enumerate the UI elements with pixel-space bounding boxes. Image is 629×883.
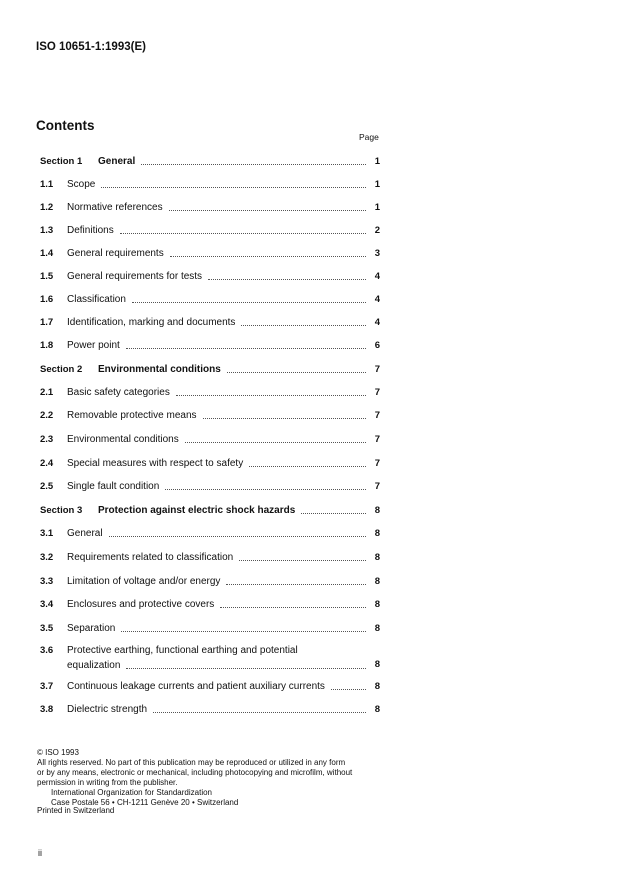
toc-entry[interactable] bbox=[40, 385, 380, 399]
toc-entry-title: Power point bbox=[67, 339, 120, 351]
toc-entry-number: 1.6 bbox=[40, 293, 54, 305]
toc-section-entry[interactable] bbox=[40, 503, 380, 517]
toc-entry-page: 8 bbox=[374, 703, 380, 715]
toc-entry-page: 1 bbox=[374, 201, 380, 213]
toc-entry-title: equalization bbox=[67, 659, 121, 671]
toc-entry[interactable] bbox=[40, 177, 380, 191]
contents-heading: Contents bbox=[36, 118, 95, 133]
toc-entry-page: 7 bbox=[374, 409, 380, 421]
copyright-line: All rights reserved. No part of this publication may be reproduced or utilized in any form bbox=[37, 758, 346, 767]
dot-leader bbox=[249, 465, 366, 467]
dot-leader bbox=[120, 232, 366, 234]
toc-entry-number: Section 3 bbox=[40, 504, 83, 516]
dot-leader bbox=[165, 488, 366, 490]
toc-entry-title: Identification, marking and documents bbox=[67, 316, 236, 328]
toc-entry[interactable] bbox=[40, 550, 380, 564]
toc-entry-number: 1.4 bbox=[40, 247, 54, 259]
toc-entry[interactable] bbox=[40, 246, 380, 260]
toc-section-entry[interactable] bbox=[40, 154, 380, 168]
toc-entry-number: 1.2 bbox=[40, 201, 54, 213]
toc-entry[interactable] bbox=[40, 338, 380, 352]
toc-entry-number: 1.7 bbox=[40, 316, 54, 328]
toc-entry-number: 2.3 bbox=[40, 433, 54, 445]
dot-leader bbox=[109, 535, 366, 537]
toc-entry-page: 7 bbox=[374, 433, 380, 445]
toc-entry-title: General bbox=[67, 527, 103, 539]
toc-entry-page: 8 bbox=[374, 622, 380, 634]
toc-entry[interactable] bbox=[40, 702, 380, 716]
toc-entry-title-continuation bbox=[67, 658, 366, 672]
toc-entry-title: Definitions bbox=[67, 224, 114, 236]
toc-entry[interactable] bbox=[40, 621, 380, 635]
toc-entry-title: Enclosures and protective covers bbox=[67, 598, 215, 610]
toc-entry[interactable] bbox=[40, 269, 380, 283]
dot-leader bbox=[101, 186, 366, 188]
toc-entry-page: 8 bbox=[374, 575, 380, 587]
toc-entry[interactable] bbox=[40, 574, 380, 588]
toc-entry-title: Protective earthing, functional earthing and potential bbox=[67, 645, 298, 656]
toc-entry-number: 3.8 bbox=[40, 703, 54, 715]
dot-leader bbox=[220, 606, 366, 608]
toc-entry-title-block bbox=[67, 644, 366, 672]
toc-entry-page: 3 bbox=[374, 247, 380, 259]
toc-entry-title: Scope bbox=[67, 178, 96, 190]
toc-entry-title: Separation bbox=[67, 622, 116, 634]
toc-entry-number: 2.5 bbox=[40, 480, 54, 492]
toc-entry[interactable] bbox=[40, 292, 380, 306]
toc-entry-number: 1.5 bbox=[40, 270, 54, 282]
toc-entry-page: 2 bbox=[374, 224, 380, 236]
toc-entry-number: 2.1 bbox=[40, 386, 54, 398]
toc-entry-page: 7 bbox=[374, 386, 380, 398]
organization-address: Case Postale 56 • CH-1211 Genève 20 • Switzerland bbox=[51, 798, 239, 807]
page-column-label: Page bbox=[359, 132, 379, 142]
dot-leader bbox=[170, 255, 366, 257]
toc-entry[interactable] bbox=[40, 408, 380, 422]
toc-entry-page: 4 bbox=[374, 316, 380, 328]
toc-entry-page: 8 bbox=[374, 504, 380, 516]
toc-entry-title: General requirements bbox=[67, 247, 164, 259]
toc-entry-title: General requirements for tests bbox=[67, 270, 203, 282]
dot-leader bbox=[141, 163, 366, 165]
toc-entry[interactable] bbox=[40, 432, 380, 446]
toc-entry[interactable] bbox=[40, 679, 380, 693]
dot-leader bbox=[126, 347, 366, 349]
dot-leader bbox=[121, 630, 366, 632]
toc-entry-title: Environmental conditions bbox=[67, 433, 179, 445]
page-number: ii bbox=[38, 848, 42, 858]
toc-entry-page: 1 bbox=[374, 155, 380, 167]
toc-entry-page: 6 bbox=[374, 339, 380, 351]
toc-entry-number: 3.5 bbox=[40, 622, 54, 634]
toc-entry-number: 3.3 bbox=[40, 575, 54, 587]
copyright-line: permission in writing from the publisher. bbox=[37, 778, 178, 787]
dot-leader bbox=[331, 688, 366, 690]
toc-entry-page: 7 bbox=[374, 457, 380, 469]
toc-entry-title: General bbox=[98, 155, 136, 167]
dot-leader bbox=[153, 711, 366, 713]
toc-entry-number: 1.1 bbox=[40, 178, 54, 190]
toc-entry-number: 3.2 bbox=[40, 551, 54, 563]
toc-entry-page: 1 bbox=[374, 178, 380, 190]
dot-leader bbox=[203, 417, 366, 419]
toc-section-entry[interactable] bbox=[40, 362, 380, 376]
toc-entry-title: Dielectric strength bbox=[67, 703, 148, 715]
dot-leader bbox=[227, 371, 366, 373]
toc-entry[interactable] bbox=[40, 526, 380, 540]
toc-entry-number: 1.8 bbox=[40, 339, 54, 351]
toc-entry-page: 8 bbox=[374, 527, 380, 539]
toc-entry-title: Environmental conditions bbox=[98, 363, 221, 375]
dot-leader bbox=[226, 583, 366, 585]
toc-entry-number: 2.4 bbox=[40, 457, 54, 469]
dot-leader bbox=[132, 301, 366, 303]
toc-entry[interactable] bbox=[40, 315, 380, 329]
printed-in: Printed in Switzerland bbox=[37, 806, 115, 815]
toc-entry-title: Classification bbox=[67, 293, 126, 305]
dot-leader bbox=[126, 667, 366, 669]
toc-entry[interactable] bbox=[40, 223, 380, 237]
toc-entry-title: Single fault condition bbox=[67, 480, 160, 492]
toc-entry-page: 7 bbox=[374, 480, 380, 492]
copyright-line: © ISO 1993 bbox=[37, 748, 79, 757]
toc-entry[interactable] bbox=[40, 644, 380, 672]
toc-entry-number: 3.4 bbox=[40, 598, 54, 610]
toc-entry-page: 7 bbox=[374, 363, 380, 375]
toc-entry-title: Removable protective means bbox=[67, 409, 197, 421]
toc-entry[interactable] bbox=[40, 200, 380, 214]
toc-entry-page: 8 bbox=[374, 598, 380, 610]
toc-entry-number: 2.2 bbox=[40, 409, 54, 421]
toc-entry-page: 8 bbox=[374, 680, 380, 692]
toc-entry-number: 1.3 bbox=[40, 224, 54, 236]
toc-entry-page: 4 bbox=[374, 293, 380, 305]
organization-name: International Organization for Standardization bbox=[51, 788, 212, 797]
dot-leader bbox=[176, 394, 366, 396]
toc-entry-number: 3.7 bbox=[40, 680, 54, 692]
toc-entry-title: Requirements related to classification bbox=[67, 551, 234, 563]
dot-leader bbox=[239, 559, 366, 561]
toc-entry-title: Basic safety categories bbox=[67, 386, 170, 398]
dot-leader bbox=[241, 324, 366, 326]
toc-entry[interactable] bbox=[40, 479, 380, 493]
dot-leader bbox=[185, 441, 366, 443]
copyright-notice bbox=[37, 748, 397, 808]
toc-entry-page: 8 bbox=[374, 551, 380, 563]
dot-leader bbox=[208, 278, 366, 280]
toc-entry[interactable] bbox=[40, 456, 380, 470]
toc-entry-title: Continuous leakage currents and patient auxiliary currents bbox=[67, 680, 325, 692]
toc-entry-title: Limitation of voltage and/or energy bbox=[67, 575, 221, 587]
toc-entry-title: Protection against electric shock hazards bbox=[98, 504, 296, 516]
copyright-line: or by any means, electronic or mechanical, including photocopying and microfilm, without bbox=[37, 768, 353, 777]
document-id: ISO 10651-1:1993(E) bbox=[36, 41, 146, 53]
toc-entry-title: Special measures with respect to safety bbox=[67, 457, 244, 469]
dot-leader bbox=[301, 512, 366, 514]
toc-entry[interactable] bbox=[40, 597, 380, 611]
toc-entry-number: Section 1 bbox=[40, 155, 83, 167]
toc-entry-number: Section 2 bbox=[40, 363, 83, 375]
toc-entry-number: 3.6 bbox=[40, 645, 54, 656]
toc-entry-number: 3.1 bbox=[40, 527, 54, 539]
dot-leader bbox=[169, 209, 366, 211]
toc-entry-title: Normative references bbox=[67, 201, 163, 213]
toc-entry-page: 8 bbox=[374, 659, 380, 670]
toc-entry-page: 4 bbox=[374, 270, 380, 282]
